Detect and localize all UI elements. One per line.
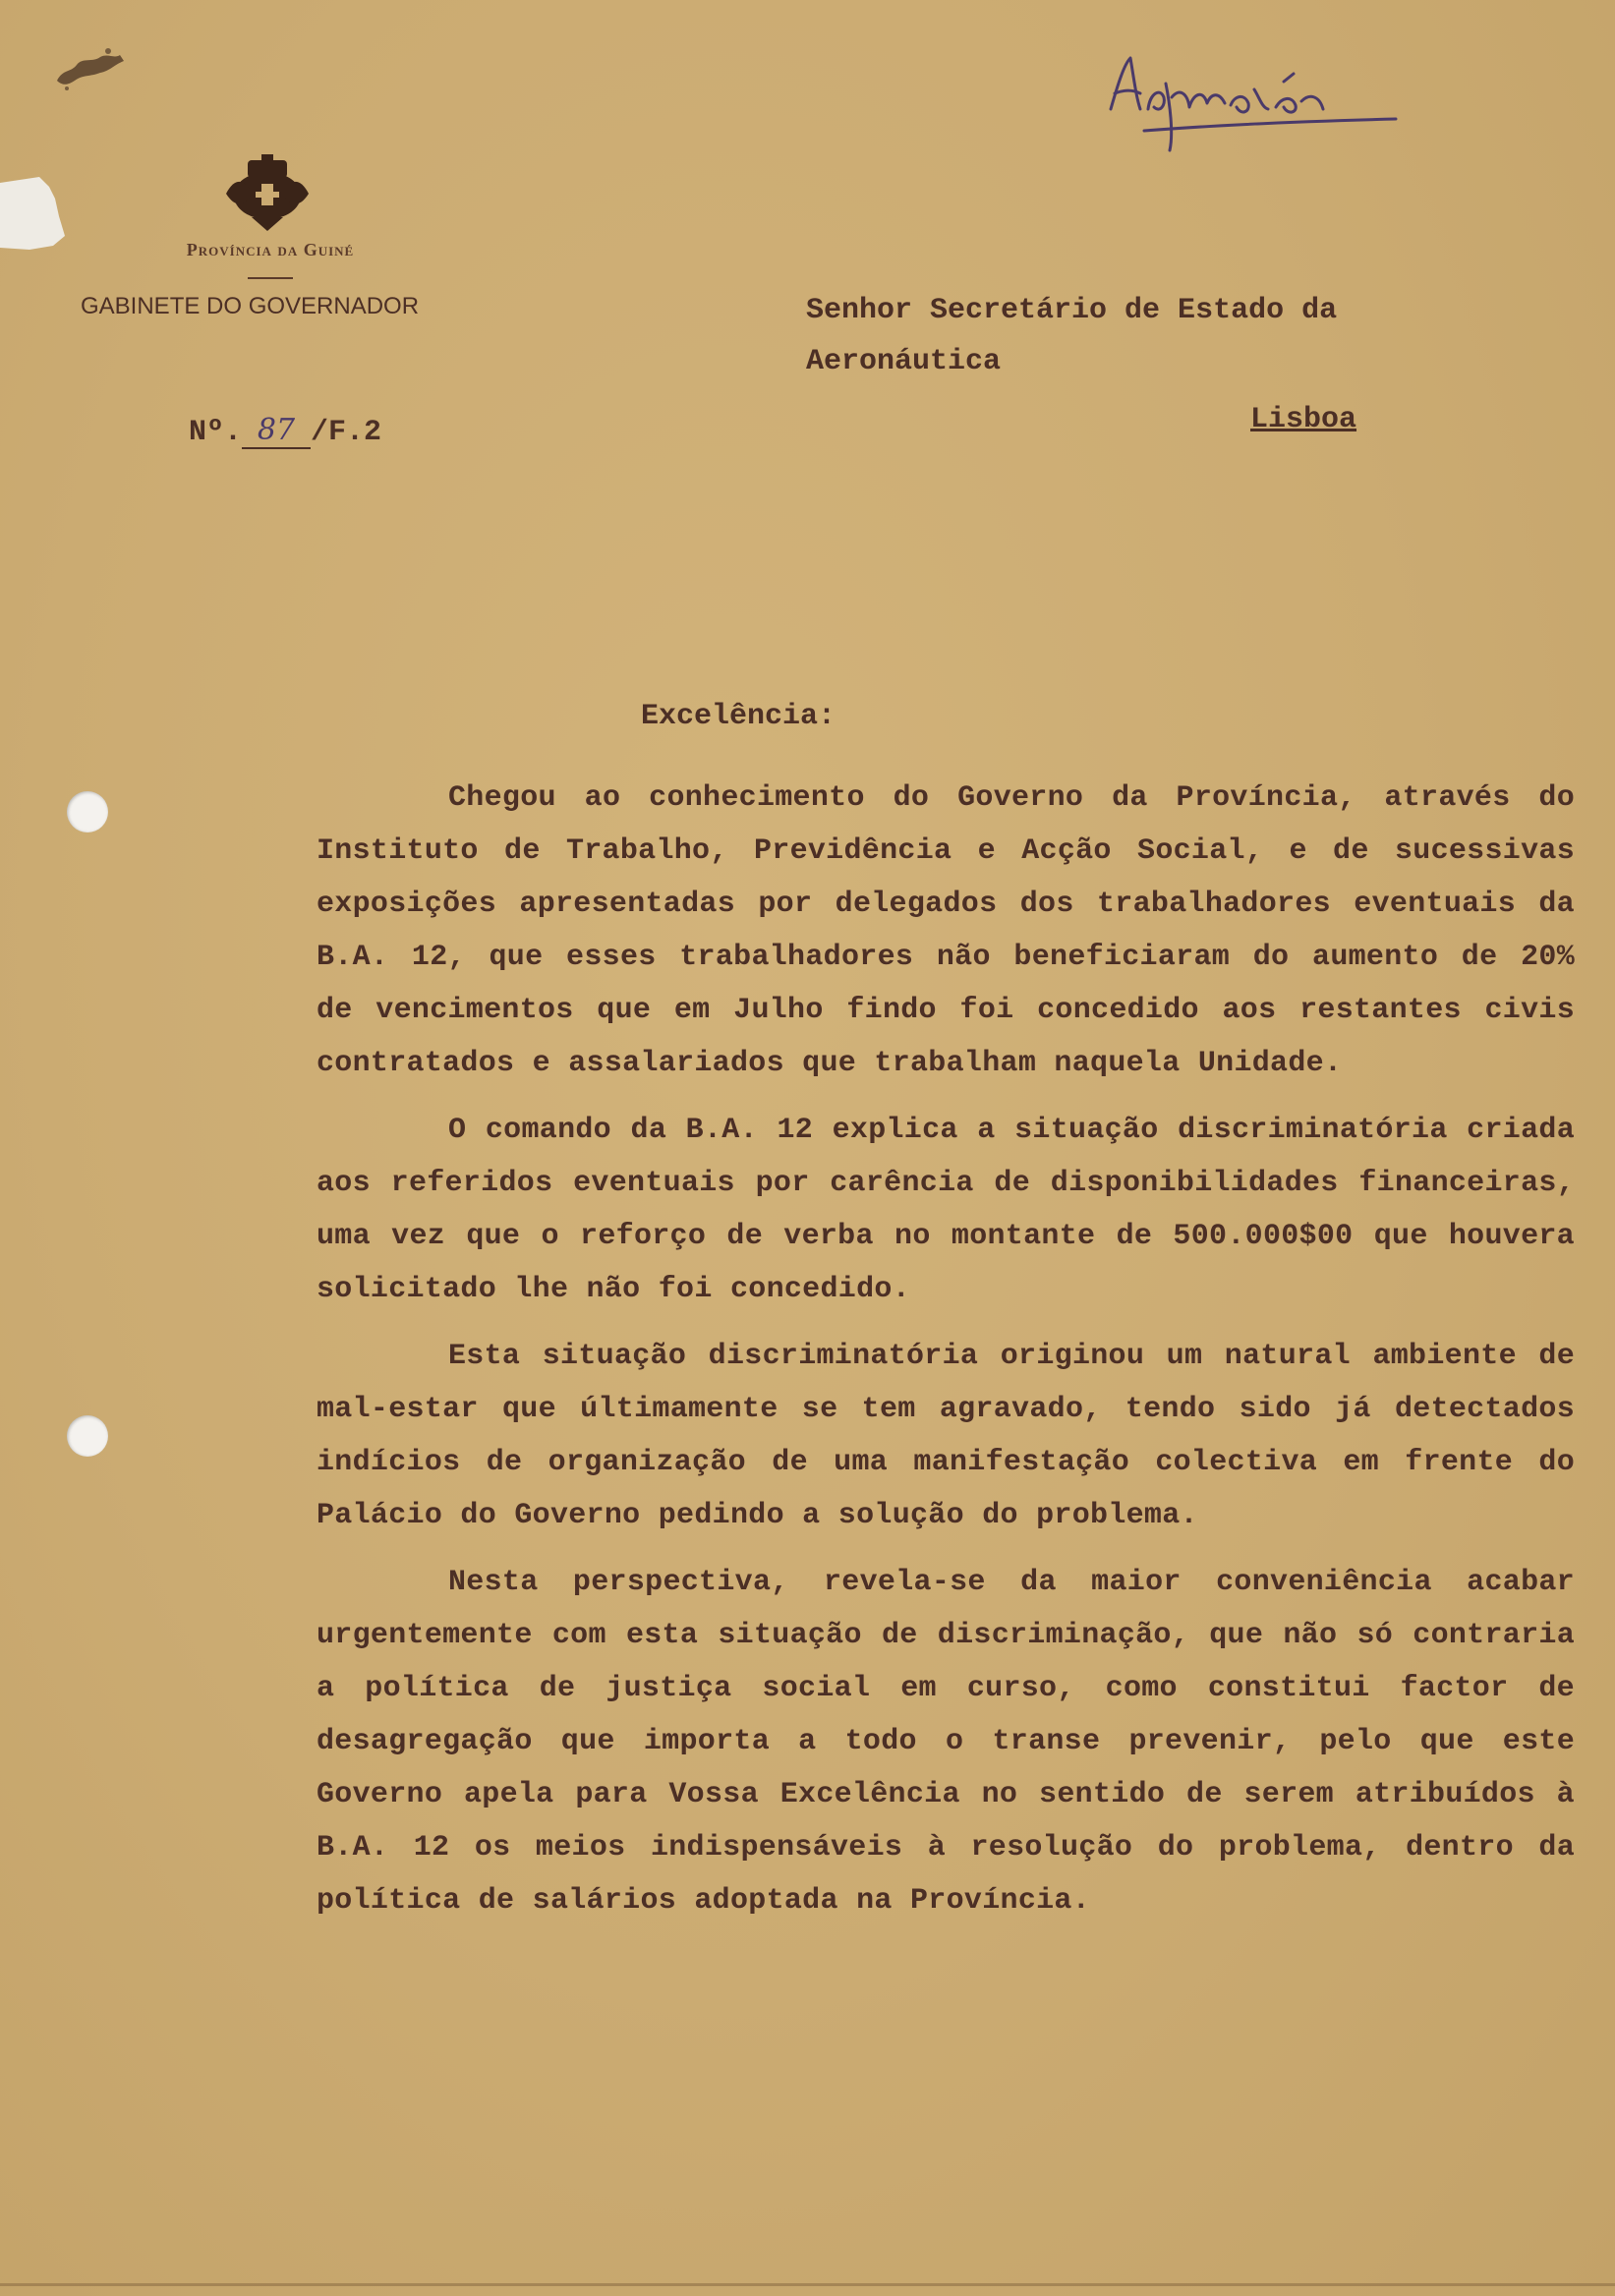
- addressee-city: Lisboa: [1250, 403, 1357, 436]
- province-name: Província da Guiné: [186, 240, 355, 259]
- reference-handwritten-number: 87: [242, 413, 311, 449]
- salutation: Excelência:: [641, 700, 836, 733]
- reference-number: [189, 413, 381, 449]
- office-name: GABINETE DO GOVERNADOR: [81, 293, 420, 319]
- letter-body: [317, 772, 1575, 1941]
- handwritten-signature: [1101, 25, 1415, 162]
- bottom-edge: [0, 2283, 1615, 2286]
- paragraph-1: Chegou ao conhecimento do Governo da Província, através do Instituto de Trabalho, Previdência e Acção Social, e de sucessivas exposições apresentadas por delegados dos trabalhadores eventuais da B.A. 12, que esses trabalhadores não beneficiaram do aumento de 20% de vencimentos que em Julho findo foi concedido aos restantes civis contratados e assalariados que trabalham naquela Unidade.: [317, 781, 1575, 1080]
- paragraph-4: Nesta perspectiva, revela-se da maior conveniência acabar urgentemente com esta situação de discriminação, que não só contraria a política de justiça social em curso, como constitui factor de desagregação que importa a todo o transe prevenir, pelo que este Governo apela para Vossa Excelência no sentido de serem atribuídos à B.A. 12 os meios indispensáveis à resolução do problema, dentro da política de salários adoptada na Província.: [317, 1566, 1575, 1918]
- punch-hole-bottom: [67, 1415, 108, 1457]
- reference-suffix: /F.2: [311, 416, 382, 449]
- paragraph-2: O comando da B.A. 12 explica a situação discriminatória criada aos referidos eventuais por carência de disponibilidades financeiras, uma vez que o reforço de verba no montante de 500.000$00 que houvera solicitado lhe não foi concedido.: [317, 1114, 1575, 1306]
- paragraph-3: Esta situação discriminatória originou um natural ambiente de mal-estar que últimamente se tem agravado, tendo sido já detectados indícios de organização de uma manifestação colectiva em frente do Palácio do Governo pedindo a solução do problema.: [317, 1340, 1575, 1532]
- coat-of-arms-icon: [218, 154, 317, 233]
- header-divider: [248, 277, 293, 279]
- ink-stain: [49, 39, 138, 98]
- punch-hole-top: [67, 791, 108, 832]
- torn-corner: [0, 177, 65, 250]
- reference-prefix: Nº.: [189, 416, 243, 449]
- addressee-line: Senhor Secretário de Estado da Aeronáutica: [806, 294, 1338, 378]
